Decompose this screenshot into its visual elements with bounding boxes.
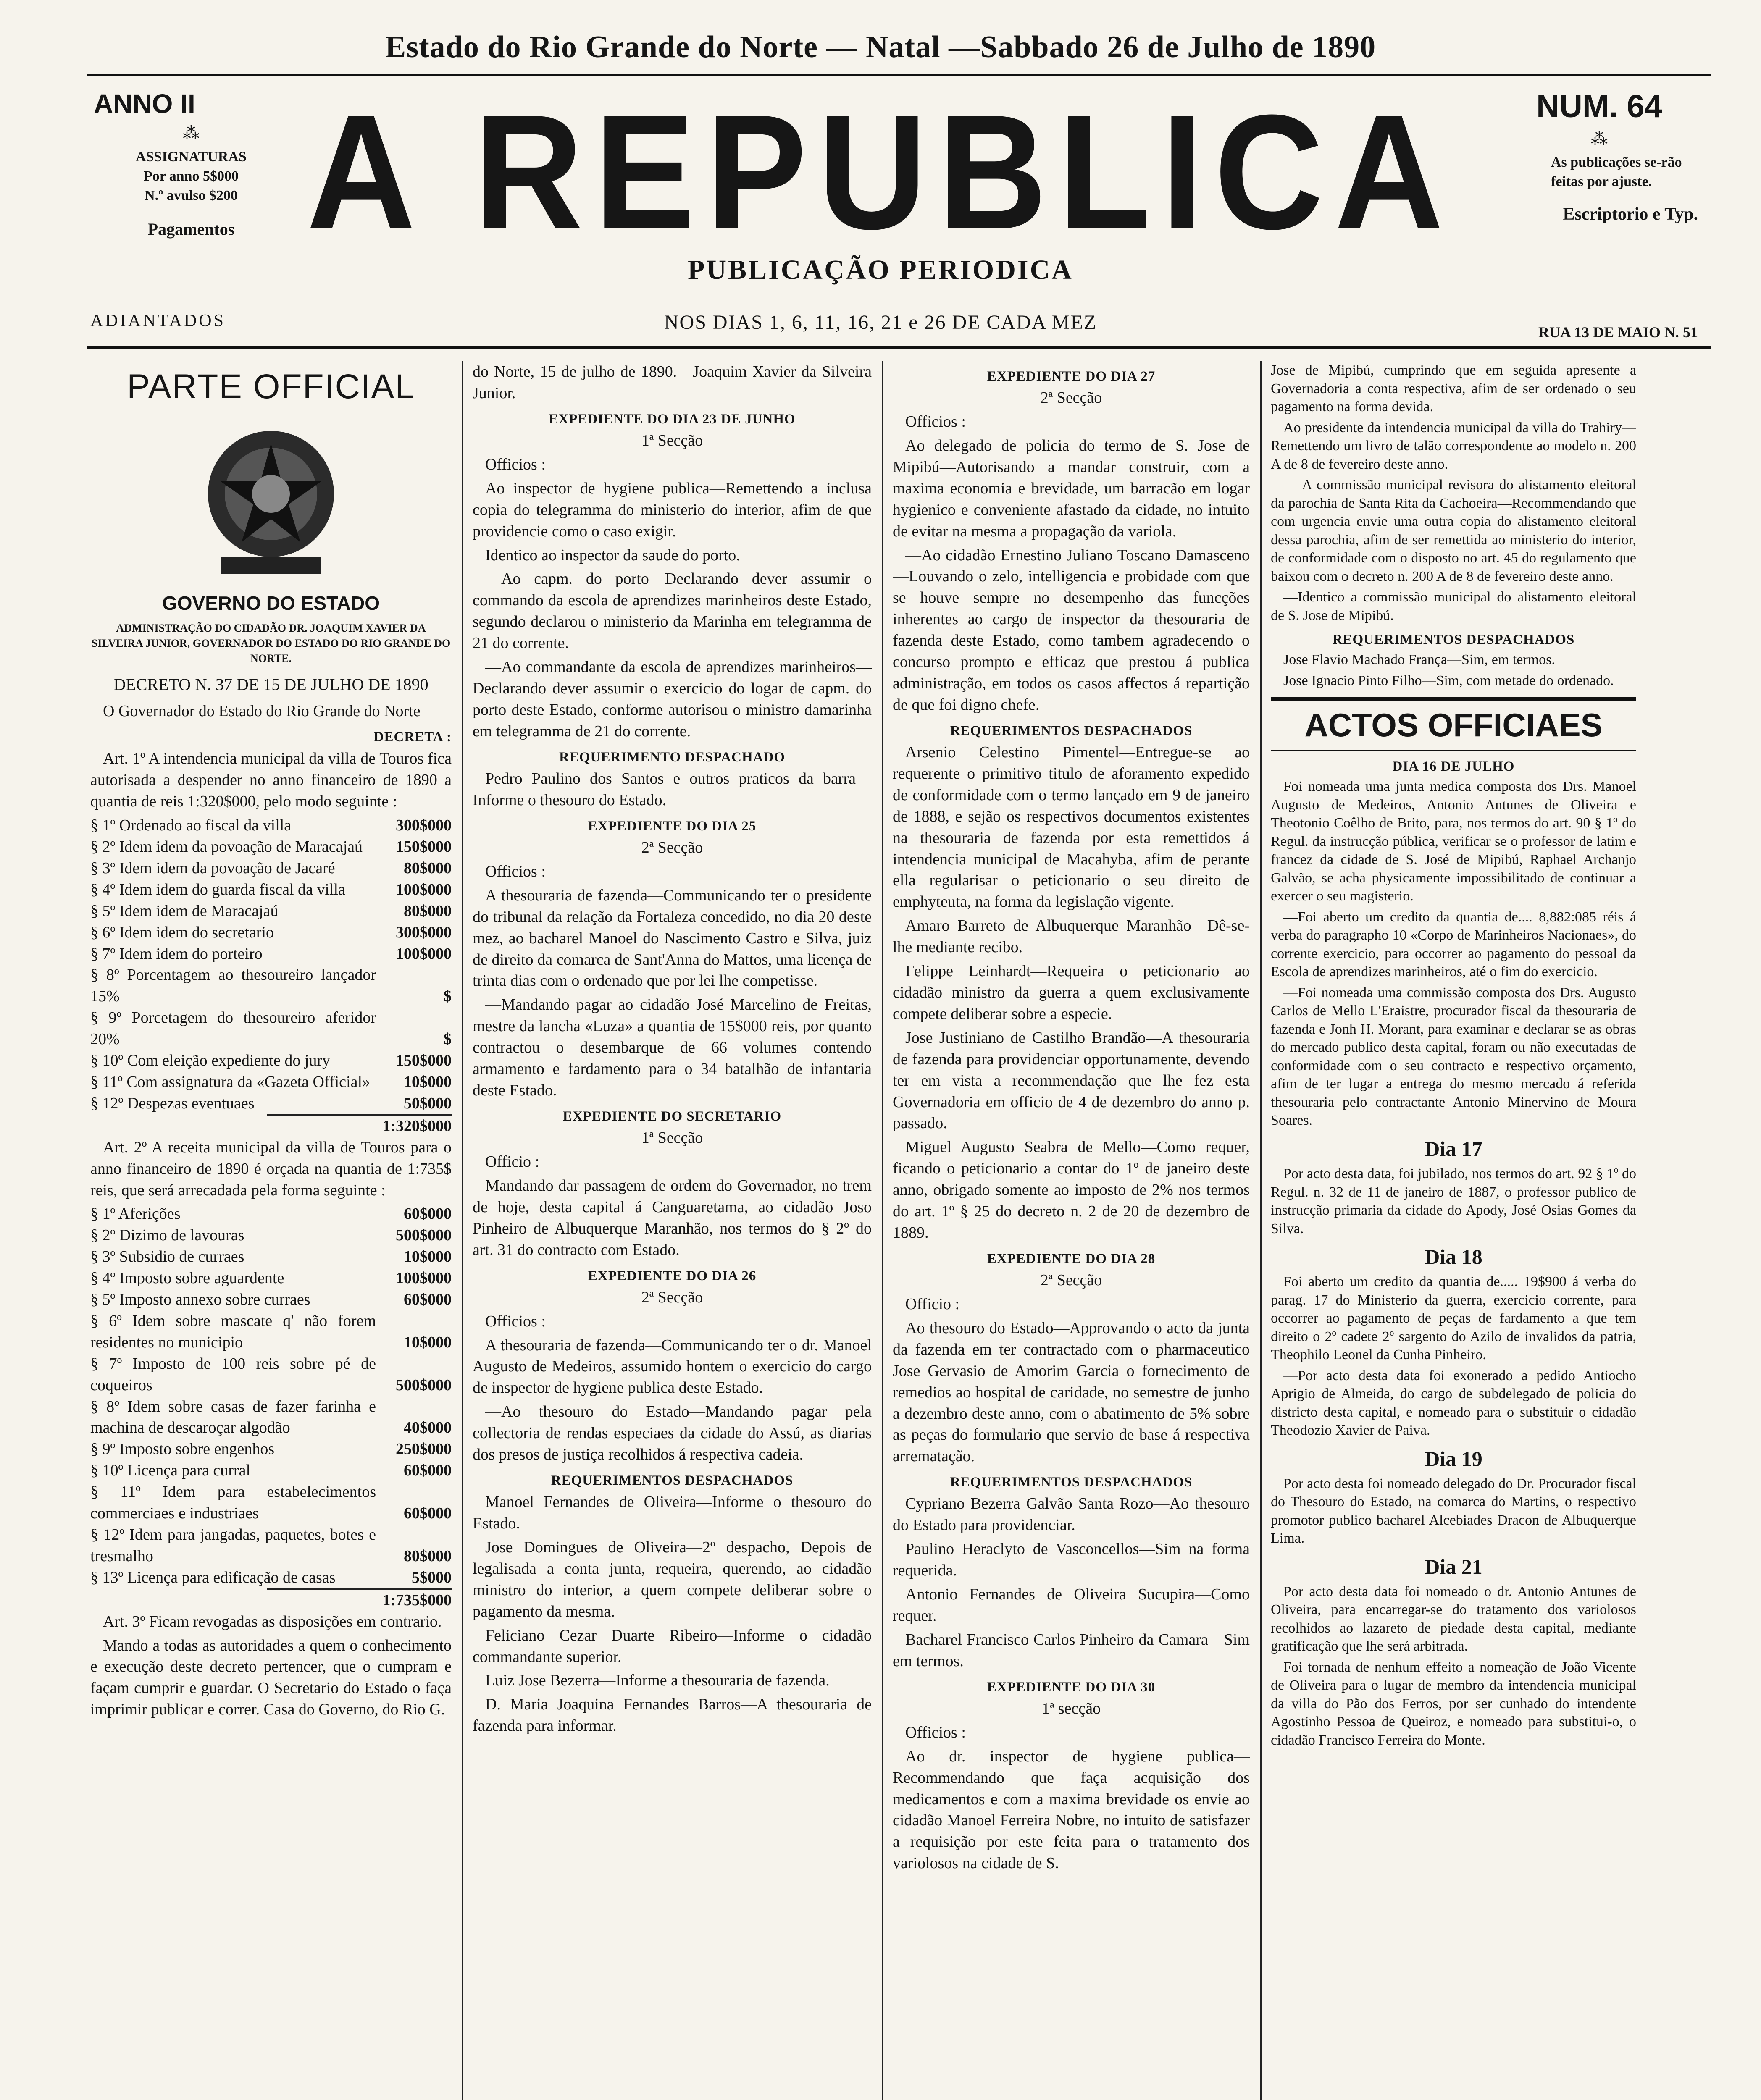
paragraph: Foi nomeada uma junta medica composta dos Drs. Manoel Augusto de Medeiros, Antonio Antunes de Oliveira e Theotonio Coêlho de Brito, para, nos termos do art. 90 § 1º do Regul. da instrucção pública, verificar se o professor de latim e francez da cidade de S. José de Mipibú, Raphael Archanjo Galvão, se acha physicamente impossibilitado de continuar a exercer o seu magisterio. (1271, 779, 1636, 904)
secao-heading: 2ª Secção (641, 838, 703, 856)
paragraph: Jose de Mipibú, cumprindo que em seguida apresente a Governadoria a conta respectiva, afim de ser ordenado o seu pagamento na forma devida. (1271, 362, 1636, 415)
paragraph: —Ao capm. do porto—Declarando dever assumir o commando da escola de aprendizes marinheiros deste Estado, segundo declarou o ministerio da Marinha em telegramma de 21 do corrente. (473, 570, 872, 652)
table-row: § 11º Com assignatura da «Gazeta Official» 10$000 (90, 1073, 452, 1091)
paragraph: Por acto desta data, foi jubilado, nos termos do art. 92 § 1º do Regul. n. 32 de 11 de janeiro de 1887, o professor publico de instrucção primaria da cidade do Apody, José Osias Gomes da Silva. (1271, 1166, 1636, 1236)
parte-official-heading: PARTE OFFICIAL (127, 368, 415, 406)
table-row: § 12º Despezas eventuaes 50$000 (90, 1094, 452, 1112)
anno: ANNO II (94, 89, 195, 119)
requerimentos-heading: REQUERIMENTOS DESPACHADOS (950, 723, 1193, 738)
paragraph: D. Maria Joaquina Fernandes Barros—A thesouraria de fazenda para informar. (473, 1696, 872, 1735)
table-row: § 9º Imposto sobre engenhos 250$000 (90, 1440, 452, 1458)
expediente-25: EXPEDIENTE DO DIA 25 (588, 818, 757, 834)
secao-heading: 1ª Secção (641, 432, 703, 450)
table-row: § 3º Idem idem da povoação de Jacaré 80$000 (90, 859, 452, 877)
avulso: N.º avulso $200 (145, 187, 238, 203)
dia-16-heading: DIA 16 DE JULHO (1392, 759, 1515, 774)
dia-19-heading: Dia 19 (1425, 1446, 1482, 1470)
paragraph: Ao delegado de policia do termo de S. Jose de Mipibú—Autorisando a mandar construir, com a maxima economia e brevidade, um barracão em logar hygienico e conveniente afastado da cidade, no intuito de evitar na mesma a propagação da variola. (893, 437, 1250, 540)
paragraph: Felippe Leinhardt—Requeira o peticionario ao cidadão ministro da guerra a quem exclusivamente compete deliberar sobre a especie. (893, 962, 1250, 1023)
paragraph: —Ao cidadão Ernestino Juliano Toscano Damasceno—Louvando o zelo, intelligencia e probidade com que se houve sempre no desempenho das funcções inherentes ao cargo de inspector da thesouraria de fazenda deste Estado, como tambem agradecendo o concurso prompto e efficaz que prestou á publica administração, em todos os casos affectos á repartição de que foi digno chefe. (893, 546, 1250, 714)
secao-heading: 2ª Secção (1040, 1271, 1102, 1289)
paragraph: —Foi nomeada uma commissão composta dos Drs. Augusto Carlos de Mello L'Eraistre, procurador fiscal da thesouraria de fazenda e Jonh H. Morant, para examinar e declarar se as obras do mercado publico desta capital, foram ou não executadas de conformidade com o seu contracto e respectivo orçamento, afim de ter lugar a entrega do mesmo mercado á referida thesouraria pelo contractante Antonio Minervino de Moura Soares. (1271, 984, 1636, 1129)
paragraph: Ao inspector de hygiene publica—Remettendo a inclusa copia do telegramma do ministerio do interior, afim de que providencie como o caso exigir. (473, 479, 872, 540)
paragraph: —Por acto desta data foi exonerado a pedido Antiocho Aprigio de Almeida, do cargo de subdelegado de policia do districto desta capital, e nomeado para o substituir o cidadão Theodozio Xavier de Paiva. (1271, 1368, 1636, 1438)
secao-heading: 1ª Secção (641, 1129, 703, 1147)
officio-label: Officio : (905, 1295, 960, 1313)
expediente-30: EXPEDIENTE DO DIA 30 (987, 1679, 1156, 1695)
paragraph: Jose Ignacio Pinto Filho—Sim, com metade do ordenado. (1283, 672, 1614, 688)
paragraph: Foi tornada de nenhum effeito a nomeação de João Vicente de Oliveira para o lugar de membro da intendencia municipal da villa do Pão dos Ferros, por ser cunhado do intendente Agostinho Pessoa de Queiroz, e nomeado para substitui-o, o cidadão Francisco Ferreira do Monte. (1271, 1659, 1636, 1748)
paragraph: Antonio Fernandes de Oliveira Sucupira—Como requer. (893, 1586, 1250, 1625)
paragraph: Manoel Fernandes de Oliveira—Informe o thesouro do Estado. (473, 1493, 872, 1533)
table-row: § 12º Idem para jangadas, paquetes, botes e tresmalho 80$000 (90, 1526, 452, 1565)
officios-label: Officios : (905, 1723, 966, 1741)
table-row: § 4º Imposto sobre aguardente 100$000 (90, 1269, 452, 1287)
officios-label: Officios : (485, 455, 546, 473)
expediente-26: EXPEDIENTE DO DIA 26 (588, 1268, 757, 1284)
table-row: § 2º Idem idem da povoação de Maracajaú 150$000 (90, 838, 452, 856)
table-row: § 5º Idem idem de Maracajaú 80$000 (90, 902, 452, 920)
paragraph: Foi aberto um credito da quantia de..... 19$900 á verba do parag. 17 do Ministerio da guerra, exercicio corrente, para occorrer ao pagamento de peças de fardamento a que tem direito o 2º cadete 2º sargento do Azilo de invalidos da patria, Theophilo Leonel da Cunha Pinheiro. (1271, 1274, 1636, 1363)
paragraph: A thesouraria de fazenda—Communicando ter o dr. Manoel Augusto de Medeiros, assumido hontem o exercicio do cargo de inspector de hygiene publica deste Estado. (473, 1336, 872, 1397)
dateline: Estado do Rio Grande do Norte — Natal —Sabbado 26 de Julho de 1890 (385, 30, 1376, 64)
requerimentos-heading: REQUERIMENTOS DESPACHADOS (1332, 632, 1575, 648)
table-row: § 4º Idem idem do guarda fiscal da villa 100$000 (90, 880, 452, 898)
paragraph: Por acto desta foi nomeado delegado do Dr. Procurador fiscal do Thesouro do Estado, na comarca do Martins, o respectivo promotor publico bacharel Alcebiades Dracon de Albuquerque Lima. (1271, 1475, 1636, 1546)
paragraph: Paulino Heraclyto de Vasconcellos—Sim na forma requerida. (893, 1540, 1250, 1580)
ornament-icon: ⁂ (1591, 129, 1608, 148)
table-row: § 5º Imposto annexo sobre curraes 60$000 (90, 1291, 452, 1309)
dia-17-heading: Dia 17 (1425, 1137, 1482, 1160)
requerimentos-heading: REQUERIMENTOS DESPACHADOS (950, 1475, 1193, 1490)
paragraph: A thesouraria de fazenda—Communicando ter o presidente do tribunal da relação da Fortaleza concedido, no dia 20 deste mez, ao bacharel Manoel do Nascimento Castro e Silva, juiz de direito da comarca de Sant'Anna do Mattos, uma licença de trinta dias com o ordenado que por lei lhe competisse. (473, 886, 872, 990)
paragraph: —Mandando pagar ao cidadão José Marcelino de Freitas, mestre da lancha «Luza» a quantia de 15$000 reis, por quanto contractou o desembarque de 66 volumes contendo armamento e fardamento para o 34 batalhão de infantaria deste Estado. (473, 996, 872, 1099)
mando-paragraph: Mando a todas as autoridades a quem o conhecimento e execução deste decreto pertencer, que o cumpram e façam cumprir e guardar. O Secretario do Estado o faça imprimir publicar e correr. Casa do Governo, do Rio G. (90, 1636, 452, 1719)
paragraph: —Identico a commissão municipal do alistamento eleitoral de S. Jose de Mipibú. (1271, 589, 1636, 623)
table-row: § 1º Ordenado ao fiscal da villa 300$000 (90, 816, 452, 835)
column-divider (462, 361, 463, 2100)
column-divider (882, 361, 883, 2100)
decreto-title: DECRETO N. 37 DE 15 DE JULHO DE 1890 (113, 675, 428, 694)
paragraph: Pedro Paulino dos Santos e outros praticos da barra—Informe o thesouro do Estado. (473, 769, 872, 809)
paragraph: Identico ao inspector da saude do porto. (485, 546, 740, 564)
requerimentos-heading: REQUERIMENTOS DESPACHADOS (551, 1473, 794, 1488)
expediente-28: EXPEDIENTE DO DIA 28 (987, 1251, 1156, 1266)
masthead-bottom-rule (87, 346, 1711, 349)
ornament-icon: ⁂ (183, 124, 200, 143)
officios-label: Officios : (485, 1312, 546, 1330)
table-row: § 10º Com eleição expediente do jury 150$000 (90, 1052, 452, 1070)
actos-officiaes-heading: ACTOS OFFICIAES (1271, 697, 1636, 751)
address: RUA 13 DE MAIO N. 51 (1538, 324, 1698, 341)
officio-label: Officio : (485, 1152, 540, 1171)
table-row: § 9º Porcetagem do thesoureiro aferidor 20% $ (90, 1009, 452, 1048)
top-rule (87, 74, 1711, 76)
table-row: § 8º Porcentagem ao thesoureiro lançador 15% $ (90, 966, 452, 1005)
paragraph: Ao thesouro do Estado—Approvando o acto da junta da fazenda em ter contractado com o pharmaceutico Jose Gervasio de Amorim Garcia o fornecimento de remedios ao hospital de caridade, no semestre de junho a dezembro deste anno, com o abatimento de 5% sobre as peças do formulario que servio de base á respectiva arrematação. (893, 1319, 1250, 1465)
table-row: § 6º Idem idem do secretario 300$000 (90, 923, 452, 941)
table-row: § 13º Licença para edificação de casas 5$000 (90, 1568, 452, 1586)
publication-days: NOS DIAS 1, 6, 11, 16, 21 e 26 DE CADA MEZ (664, 311, 1097, 333)
paragraph: —Ao thesouro do Estado—Mandando pagar pela collectoria de rendas especiaes da cidade do Assú, as diarias dos presos de justiça recolhidos á respectiva cadeia. (473, 1403, 872, 1464)
paragraph: Cypriano Bezerra Galvão Santa Rozo—Ao thesouro do Estado para providenciar. (893, 1495, 1250, 1534)
pagamentos: Pagamentos (147, 219, 235, 239)
por-anno: Por anno 5$000 (143, 168, 239, 184)
dia-18-heading: Dia 18 (1425, 1245, 1482, 1269)
publication-box (1501, 88, 1698, 226)
paragraph: Miguel Augusto Seabra de Mello—Como requer, ficando o peticionario a contar do 1º de janeiro deste anno, obrigado somente ao imposto de 2% nos termos do art. 1º § 25 do decreto n. 2 de 20 de dezembro de 1889. (893, 1138, 1250, 1242)
table-row: § 7º Imposto de 100 reis sobre pé de coqueiros 500$000 (90, 1354, 452, 1394)
administracao-line: ADMINISTRAÇÃO DO CIDADÃO DR. JOAQUIM XAVIER DA SILVEIRA JUNIOR, GOVERNADOR DO ESTADO DO RIO GRANDE DO NORTE. (91, 622, 451, 665)
expense-table (90, 815, 452, 1114)
paragraph: Feliciano Cezar Duarte Ribeiro—Informe o cidadão commandante superior. (473, 1626, 872, 1666)
secao-heading: 2ª Secção (1040, 389, 1102, 407)
requerimento-heading: REQUERIMENTO DESPACHADO (559, 749, 785, 765)
total-expense: 1:320$000 (267, 1114, 452, 1137)
article-3: Art. 3º Ficam revogadas as disposições em contrario. (103, 1612, 442, 1630)
total-revenue: 1:735$000 (267, 1588, 452, 1611)
table-row: § 11º Idem para estabelecimentos commerciaes e industriaes 60$000 (90, 1483, 452, 1522)
table-row: § 8º Idem sobre casas de fazer farinha e machina de descaroçar algodão 40$000 (90, 1397, 452, 1437)
table-row: § 7º Idem idem do porteiro 100$000 (90, 945, 452, 963)
paragraph: Ao dr. inspector de hygiene publica—Recommendando que faça acquisição dos medicamentos e com a maxima brevidade os envie ao cidadão Manoel Ferreira Nobre, no intuito de satisfazer a requisição por este feita para o tratamento dos variolosos na cidade de S. (893, 1747, 1250, 1872)
expediente-secretario: EXPEDIENTE DO SECRETARIO (562, 1108, 782, 1124)
officios-label: Officios : (905, 413, 966, 431)
paragraph: Jose Flavio Machado França—Sim, em termos. (1283, 652, 1555, 668)
paragraph: Por acto desta data foi nomeado o dr. Antonio Antunes de Oliveira, para encarregar-se do tratamento dos variolosos recolhidos ao lazareto de piedade desta capital, mediante gratificação que lhe será arbitrada. (1271, 1583, 1636, 1654)
signature-line: do Norte, 15 de julho de 1890.—Joaquim Xavier da Silveira Junior. (473, 363, 872, 402)
officios-label: Officios : (485, 862, 546, 880)
paragraph: Jose Justiniano de Castilho Brandão—A thesouraria de fazenda para providenciar opportunamente, devendo ter em vista a recommendação que lhe fez esta Governadoria em officio de 4 de dezembro do anno p. passado. (893, 1029, 1250, 1132)
publicacoes-note: As publicações se-rão feitas por ajuste. (1551, 155, 1682, 189)
paragraph: —Foi aberto um credito da quantia de.... 8,882:085 réis á verba do paragrapho 10 «Corpo de Marinheiros Nacionaes», do corrente exercicio, para occorrer ao pagamento do pessoal da Escola de aprendizes marinheiros, até o fim do exercicio. (1271, 909, 1636, 980)
paragraph: Luiz Jose Bezerra—Informe a thesouraria de fazenda. (485, 1672, 830, 1690)
issue-number: NUM. 64 (1536, 89, 1662, 124)
paragraph: Mandando dar passagem de ordem do Governador, no trem de hoje, desta capital á Canguaretama, ao cidadão Joso Pinheiro de Albuquerque Maranhão, nos termos do § 2º do art. 31 do contracto com Estado. (473, 1176, 872, 1259)
table-row: § 6º Idem sobre mascate q' não forem residentes no municipio 10$000 (90, 1312, 452, 1351)
paragraph: Bacharel Francisco Carlos Pinheiro da Camara—Sim em termos. (893, 1630, 1250, 1670)
newspaper-title: A REPUBLICA (306, 81, 1455, 264)
table-row: § 1º Aferições 60$000 (90, 1205, 452, 1223)
table-row: § 3º Subsidio de curraes 10$000 (90, 1248, 452, 1266)
paragraph: Jose Domingues de Oliveira—2º despacho, Depois de legalisada a conta junta, requeira, querendo, ao cidadão ministro do interior, a quem compete deliberar sobre o pagamento da mesma. (473, 1538, 872, 1620)
dia-21-heading: Dia 21 (1425, 1554, 1482, 1578)
paragraph: Amaro Barreto de Albuquerque Maranhão—Dê-se-lhe mediante recibo. (893, 917, 1250, 956)
governo-heading: GOVERNO DO ESTADO (162, 592, 380, 614)
expediente-23: EXPEDIENTE DO DIA 23 DE JUNHO (549, 411, 796, 427)
paragraph: — A commissão municipal revisora do alistamento eleitoral da parochia de Santa Rita da Cachoeira—Recommendando que com urgencia envie uma outra copia do alistamento eleitoral dessa parochia, afim de ser remettida ao ministerio do interior, de conformidade com o disposto no art. 45 do regulamento que baixou com o decreto n. 200 A de 8 de fevereiro deste anno. (1271, 477, 1636, 584)
column-2 (473, 361, 872, 2100)
escriptorio: Escriptorio e Typ. (1563, 204, 1698, 224)
article-2: Art. 2º A receita municipal da villa de Touros para o anno financeiro de 1890 é orçada na quantia de 1:735$ reis, que será arrecadada pela forma seguinte : (90, 1138, 452, 1199)
article-1: Art. 1º A intendencia municipal da villa de Touros fica autorisada a despender no anno financeiro de 1890 a quantia de reis 1:320$000, pelo modo seguinte : (90, 750, 452, 811)
paragraph: Ao presidente da intendencia municipal da villa do Trahiry—Remettendo um livro de talão correspondente ao modelo n. 200 A de 8 de fevereiro deste anno. (1271, 420, 1636, 472)
table-row: § 2º Dizimo de lavouras 500$000 (90, 1226, 452, 1244)
column-divider (1260, 361, 1262, 2100)
column-4 (1271, 361, 1636, 2100)
adiantados: ADIANTADOS (90, 311, 226, 331)
decree-intro: O Governador do Estado do Rio Grande do Norte (103, 702, 421, 720)
paragraph: Arsenio Celestino Pimentel—Entregue-se ao requerente o primitivo titulo de aforamento expedido de conformidade com o termo lançado em 9 de janeiro de 1888, e sejão os respectivos documentos existentes na thesouraria de fazenda por esta remettidos á intendencia municipal de Macahyba, afim de perante ella regularisar o peticionario o seu direito de emphyteuta, na forma da legislação vigente. (893, 743, 1250, 911)
column-1 (90, 361, 452, 2100)
expediente-27: EXPEDIENTE DO DIA 27 (987, 369, 1156, 384)
column-3 (893, 361, 1250, 2100)
newspaper-subtitle: PUBLICAÇÃO PERIODICA (688, 255, 1073, 285)
secao-heading: 1ª secção (1041, 1699, 1101, 1717)
table-row: § 10º Licença para curral 60$000 (90, 1462, 452, 1480)
decreta: DECRETA : (373, 730, 452, 745)
coat-of-arms-icon (195, 418, 347, 586)
revenue-table (90, 1203, 452, 1588)
paragraph: —Ao commandante da escola de aprendizes marinheiros—Declarando dever assumir o exercicio do logar de capm. do porto deste Estado, conforme autorisou o ministro damarinha em telegramma de 21 do corrente. (473, 658, 872, 740)
assignaturas: ASSIGNATURAS (136, 149, 247, 165)
secao-heading: 2ª Secção (641, 1288, 703, 1306)
